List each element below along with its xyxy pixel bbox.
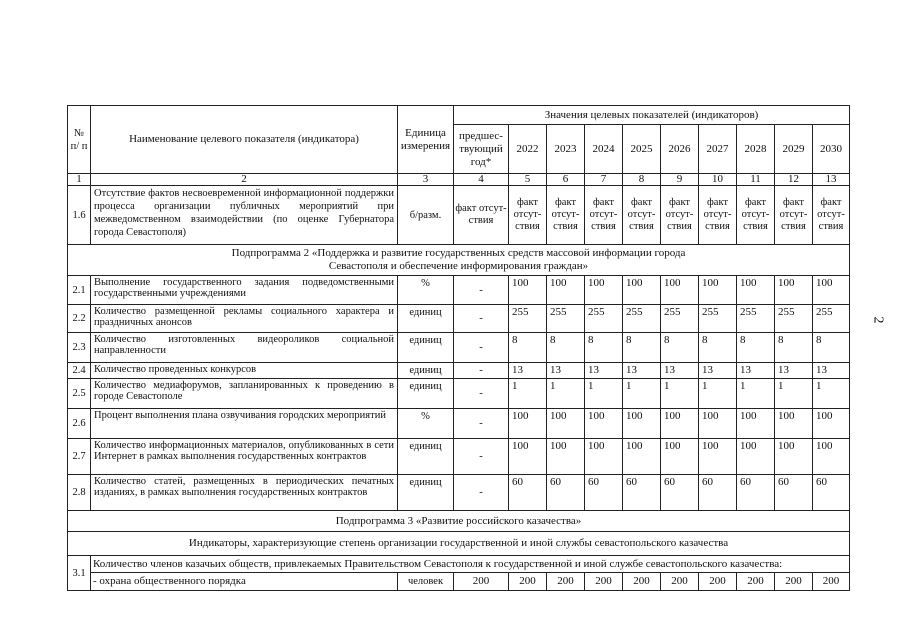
unit-cell: % (398, 276, 454, 305)
value-cell: 13 (661, 363, 699, 379)
header-year: 2026 (661, 125, 699, 174)
col-number: 11 (737, 174, 775, 186)
value-cell: 8 (813, 333, 850, 363)
value-cell: 1 (509, 379, 547, 409)
col-number: 7 (585, 174, 623, 186)
indicator-name: Количество информационных материалов, опубликованных в сети Интернет в рамках выполнения государственных контрактов (91, 439, 398, 475)
prev-year-cell: - (454, 409, 509, 439)
unit-cell: единиц (398, 379, 454, 409)
value-cell: 8 (699, 333, 737, 363)
value-cell: 100 (737, 439, 775, 475)
header-year: 2025 (623, 125, 661, 174)
value-cell: 13 (775, 363, 813, 379)
value-cell: 200 (737, 573, 775, 591)
value-cell: факт отсут-ствия (813, 186, 850, 245)
value-cell: 200 (585, 573, 623, 591)
page-number: 2 (870, 316, 886, 324)
row-number: 2.3 (68, 333, 91, 363)
col-number: 1 (68, 174, 91, 186)
table-row (68, 379, 850, 409)
col-number: 13 (813, 174, 850, 186)
subprogram-row (68, 245, 850, 276)
indicator-name: Выполнение государственного задания подведомственными государственными учреждениями (91, 276, 398, 305)
col-number: 8 (623, 174, 661, 186)
value-cell: 255 (547, 305, 585, 333)
col-number: 5 (509, 174, 547, 186)
col-number: 6 (547, 174, 585, 186)
value-cell: 13 (585, 363, 623, 379)
indicator-name: Процент выполнения плана озвучивания городских мероприятий (91, 409, 398, 439)
value-cell: 100 (509, 276, 547, 305)
indicator-name: Количество размещенной рекламы социального характера и праздничных анонсов (91, 305, 398, 333)
header-year: 2028 (737, 125, 775, 174)
value-cell: 100 (813, 439, 850, 475)
value-cell: 100 (661, 276, 699, 305)
value-cell: 255 (737, 305, 775, 333)
value-cell: 60 (509, 475, 547, 511)
value-cell: 60 (623, 475, 661, 511)
unit-cell: единиц (398, 333, 454, 363)
value-cell: 255 (585, 305, 623, 333)
value-cell: 100 (737, 409, 775, 439)
row-number: 2.6 (68, 409, 91, 439)
value-cell: 100 (547, 409, 585, 439)
indicator-name: Количество проведенных конкурсов (91, 363, 398, 379)
value-cell: 13 (737, 363, 775, 379)
row-number: 2.1 (68, 276, 91, 305)
value-cell: 60 (547, 475, 585, 511)
header-prev-year: предшес-твующий год* (454, 125, 509, 174)
value-cell: 100 (623, 276, 661, 305)
header-year: 2023 (547, 125, 585, 174)
value-cell: 100 (623, 409, 661, 439)
unit-cell: человек (398, 573, 454, 591)
header-year: 2029 (775, 125, 813, 174)
indicators-table (67, 105, 850, 591)
col-number: 2 (91, 174, 398, 186)
value-cell: 100 (737, 276, 775, 305)
value-cell: 100 (509, 439, 547, 475)
prev-year-cell: - (454, 439, 509, 475)
value-cell: 100 (775, 276, 813, 305)
value-cell: 60 (661, 475, 699, 511)
value-cell: 100 (699, 409, 737, 439)
value-cell: 60 (585, 475, 623, 511)
value-cell: 100 (813, 276, 850, 305)
value-cell: факт отсут-ствия (547, 186, 585, 245)
value-cell: факт отсут-ствия (775, 186, 813, 245)
table-row (68, 409, 850, 439)
value-cell: 8 (509, 333, 547, 363)
value-cell: 13 (623, 363, 661, 379)
value-cell: 200 (547, 573, 585, 591)
value-cell: 200 (775, 573, 813, 591)
subprogram-row (68, 511, 850, 532)
value-cell: 1 (813, 379, 850, 409)
table-row (68, 573, 850, 591)
table-row (68, 186, 850, 245)
value-cell: 1 (585, 379, 623, 409)
header-year: 2030 (813, 125, 850, 174)
value-cell: 200 (661, 573, 699, 591)
value-cell: 255 (775, 305, 813, 333)
value-cell: 100 (585, 439, 623, 475)
indicator-subname: - охрана общественного порядка (91, 573, 398, 591)
value-cell: 100 (699, 276, 737, 305)
prev-year-cell: - (454, 363, 509, 379)
value-cell: 255 (699, 305, 737, 333)
value-cell: 100 (585, 409, 623, 439)
value-cell: 100 (775, 439, 813, 475)
value-cell: 8 (737, 333, 775, 363)
value-cell: 8 (775, 333, 813, 363)
table-row (68, 556, 850, 573)
value-cell: 200 (699, 573, 737, 591)
value-cell: 60 (737, 475, 775, 511)
indicator-name: Количество статей, размещенных в периодических печатных изданиях, в рамках выполнения государственных контрактов (91, 475, 398, 511)
value-cell: 200 (623, 573, 661, 591)
caption-row (68, 532, 850, 556)
value-cell: 8 (623, 333, 661, 363)
col-number: 9 (661, 174, 699, 186)
row-number: 2.8 (68, 475, 91, 511)
value-cell: 100 (509, 409, 547, 439)
indicators-caption: Индикаторы, характеризующие степень организации государственной и иной службы севастопольского казачества (68, 532, 850, 556)
value-cell: 8 (585, 333, 623, 363)
subprogram-3-title: Подпрограмма 3 «Развитие российского казачества» (68, 511, 850, 532)
prev-year-cell: - (454, 333, 509, 363)
header-num: № п/ п (68, 106, 91, 174)
value-cell: 200 (813, 573, 850, 591)
value-cell: 1 (623, 379, 661, 409)
subprogram-2-title: Подпрограмма 2 «Поддержка и развитие государственных средств массовой информации города Севастополя и обеспечение информирования граждан» (68, 245, 850, 276)
value-cell: 1 (661, 379, 699, 409)
prev-year-cell: - (454, 379, 509, 409)
header-name: Наименование целевого показателя (индикатора) (91, 106, 398, 174)
value-cell: 1 (547, 379, 585, 409)
value-cell: 1 (699, 379, 737, 409)
col-number: 4 (454, 174, 509, 186)
prev-year-cell: - (454, 475, 509, 511)
value-cell: 13 (813, 363, 850, 379)
table-row (68, 276, 850, 305)
row-number: 2.2 (68, 305, 91, 333)
value-cell: 100 (623, 439, 661, 475)
value-cell: факт отсут-ствия (509, 186, 547, 245)
table-row (68, 475, 850, 511)
value-cell: 255 (623, 305, 661, 333)
row-number: 3.1 (68, 556, 91, 591)
value-cell: 100 (585, 276, 623, 305)
row-number: 2.5 (68, 379, 91, 409)
value-cell: 1 (775, 379, 813, 409)
header-values-group: Значения целевых показателей (индикаторов) (454, 106, 850, 125)
indicator-name: Отсутствие фактов несвоевременной информационной поддержки процесса организации публичных мероприятий при межведомственном взаимодействии (по оценке Губернатора города Севастополя) (91, 186, 398, 245)
value-cell: 255 (813, 305, 850, 333)
value-cell: 13 (699, 363, 737, 379)
col-number: 10 (699, 174, 737, 186)
value-cell: 13 (547, 363, 585, 379)
value-cell: 60 (813, 475, 850, 511)
value-cell: 100 (813, 409, 850, 439)
value-cell: 200 (509, 573, 547, 591)
value-cell: 255 (661, 305, 699, 333)
header-year: 2024 (585, 125, 623, 174)
value-cell: 100 (661, 409, 699, 439)
value-cell: 8 (547, 333, 585, 363)
value-cell: 100 (547, 439, 585, 475)
indicator-name: Количество медиафорумов, запланированных к проведению в городе Севастополе (91, 379, 398, 409)
header-row-1 (68, 106, 850, 125)
table-row (68, 439, 850, 475)
value-cell: факт отсут-ствия (454, 186, 509, 245)
prev-year-cell: - (454, 276, 509, 305)
unit-cell: единиц (398, 305, 454, 333)
row-number: 1.6 (68, 186, 91, 245)
value-cell: факт отсут-ствия (737, 186, 775, 245)
table-row (68, 305, 850, 333)
unit-cell: % (398, 409, 454, 439)
row-number: 2.4 (68, 363, 91, 379)
indicator-name: Количество членов казачьих обществ, привлекаемых Правительством Севастополя к государственной и иной службе севастопольского казачества: (91, 556, 850, 573)
value-cell: факт отсут-ствия (623, 186, 661, 245)
value-cell: факт отсут-ствия (661, 186, 699, 245)
value-cell: 13 (509, 363, 547, 379)
value-cell: 100 (699, 439, 737, 475)
value-cell: 100 (661, 439, 699, 475)
header-unit: Единица измерения (398, 106, 454, 174)
prev-year-cell: - (454, 305, 509, 333)
unit-cell: единиц (398, 475, 454, 511)
value-cell: 8 (661, 333, 699, 363)
unit-cell: единиц (398, 439, 454, 475)
value-cell: факт отсут-ствия (699, 186, 737, 245)
value-cell: 60 (699, 475, 737, 511)
value-cell: 1 (737, 379, 775, 409)
value-cell: 255 (509, 305, 547, 333)
value-cell: 100 (547, 276, 585, 305)
table-row (68, 363, 850, 379)
header-year: 2027 (699, 125, 737, 174)
unit-cell: единиц (398, 363, 454, 379)
value-cell: 60 (775, 475, 813, 511)
row-number: 2.7 (68, 439, 91, 475)
col-number: 3 (398, 174, 454, 186)
value-cell: 100 (775, 409, 813, 439)
value-cell: факт отсут-ствия (585, 186, 623, 245)
col-number: 12 (775, 174, 813, 186)
table-row (68, 333, 850, 363)
header-year: 2022 (509, 125, 547, 174)
indicator-name: Количество изготовленных видеороликов социальной направленности (91, 333, 398, 363)
prev-year-cell: 200 (454, 573, 509, 591)
column-numbers-row (68, 174, 850, 186)
unit-cell: б/разм. (398, 186, 454, 245)
